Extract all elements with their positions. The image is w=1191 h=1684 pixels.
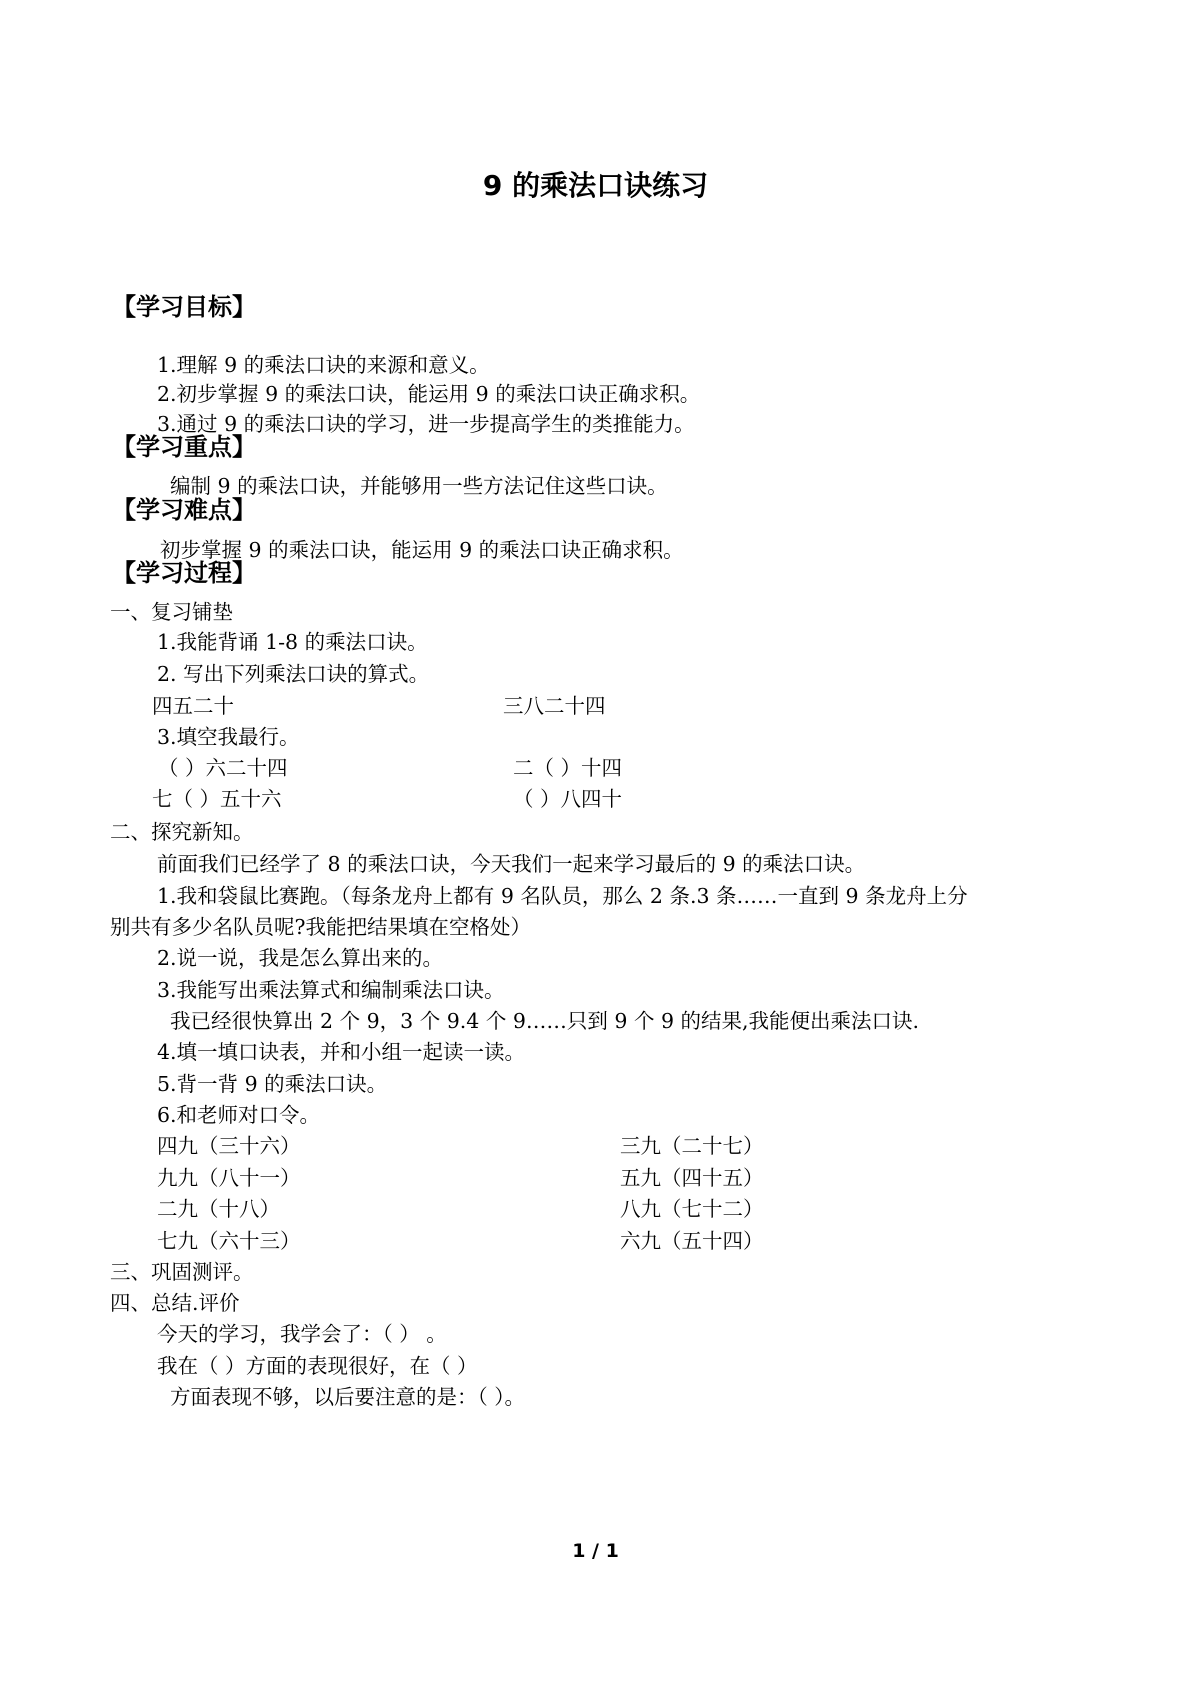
chant-right: 六九（五十四）	[620, 1229, 764, 1253]
heading-difficulty: 【学习难点】	[112, 496, 256, 524]
fill-blank-2-left: 七（ ）五十六	[152, 787, 282, 811]
chant-right: 八九（七十二）	[620, 1197, 764, 1221]
chant-right: 五九（四十五）	[620, 1166, 764, 1190]
chant-left: 二九（十八）	[157, 1197, 280, 1221]
document-title: 9 的乘法口诀练习	[482, 169, 709, 202]
formula-left: 四五二十	[152, 694, 234, 718]
objective-item-3: 3.通过 9 的乘法口诀的学习，进一步提高学生的类推能力。	[157, 412, 695, 436]
review-item-2: 2. 写出下列乘法口诀的算式。	[157, 662, 430, 686]
explore-item-3-note: 我已经很快算出 2 个 9，3 个 9.4 个 9……只到 9 个 9 的结果,我能便出乘法口诀.	[170, 1009, 920, 1033]
objective-item-2: 2.初步掌握 9 的乘法口诀，能运用 9 的乘法口诀正确求积。	[157, 382, 701, 406]
explore-item-5: 5.背一背 9 的乘法口诀。	[157, 1072, 388, 1096]
summary-line-3: 方面表现不够，以后要注意的是：（ ）。	[170, 1385, 526, 1409]
heading-key-points: 【学习重点】	[112, 433, 256, 461]
explore-item-1-continued: 别共有多少名队员呢?我能把结果填在空格处）	[110, 915, 531, 939]
fill-blank-2-right: （ ）八四十	[513, 787, 623, 811]
heading-objectives: 【学习目标】	[112, 293, 256, 321]
difficulty-text: 初步掌握 9 的乘法口诀，能运用 9 的乘法口诀正确求积。	[160, 538, 684, 562]
key-points-text: 编制 9 的乘法口诀，并能够用一些方法记住这些口诀。	[170, 474, 668, 498]
explore-item-2: 2.说一说，我是怎么算出来的。	[157, 946, 444, 970]
explore-item-1: 1.我和袋鼠比赛跑。（每条龙舟上都有 9 名队员，那么 2 条.3 条……一直到 9 条龙舟上分	[157, 884, 968, 908]
fill-blank-1-left: （ ）六二十四	[158, 756, 288, 780]
explore-item-3: 3.我能写出乘法算式和编制乘法口诀。	[157, 978, 505, 1002]
summary-line-2: 我在（ ）方面的表现很好，在（ ）	[157, 1354, 478, 1378]
page-number: 1 / 1	[572, 1540, 619, 1562]
fill-blank-1-right: 二（ ）十四	[513, 756, 623, 780]
explore-item-6: 6.和老师对口令。	[157, 1103, 321, 1127]
summary-line-1: 今天的学习，我学会了：（ ） 。	[157, 1322, 447, 1346]
formula-right: 三八二十四	[503, 694, 606, 718]
section-3-title: 三、巩固测评。	[110, 1260, 254, 1284]
chant-left: 七九（六十三）	[157, 1229, 301, 1253]
review-item-3: 3.填空我最行。	[157, 725, 300, 749]
review-item-1: 1.我能背诵 1-8 的乘法口诀。	[157, 630, 428, 654]
chant-left: 四九（三十六）	[157, 1134, 301, 1158]
section-4-title: 四、总结.评价	[110, 1291, 240, 1315]
explore-intro: 前面我们已经学了 8 的乘法口诀，今天我们一起来学习最后的 9 的乘法口诀。	[157, 852, 866, 876]
explore-item-4: 4.填一填口诀表，并和小组一起读一读。	[157, 1040, 526, 1064]
section-2-title: 二、探究新知。	[110, 820, 254, 844]
chant-right: 三九（二十七）	[620, 1134, 764, 1158]
section-1-title: 一、复习铺垫	[110, 600, 233, 624]
objective-item-1: 1.理解 9 的乘法口诀的来源和意义。	[157, 353, 490, 377]
chant-left: 九九（八十一）	[157, 1166, 301, 1190]
heading-process: 【学习过程】	[112, 559, 256, 587]
